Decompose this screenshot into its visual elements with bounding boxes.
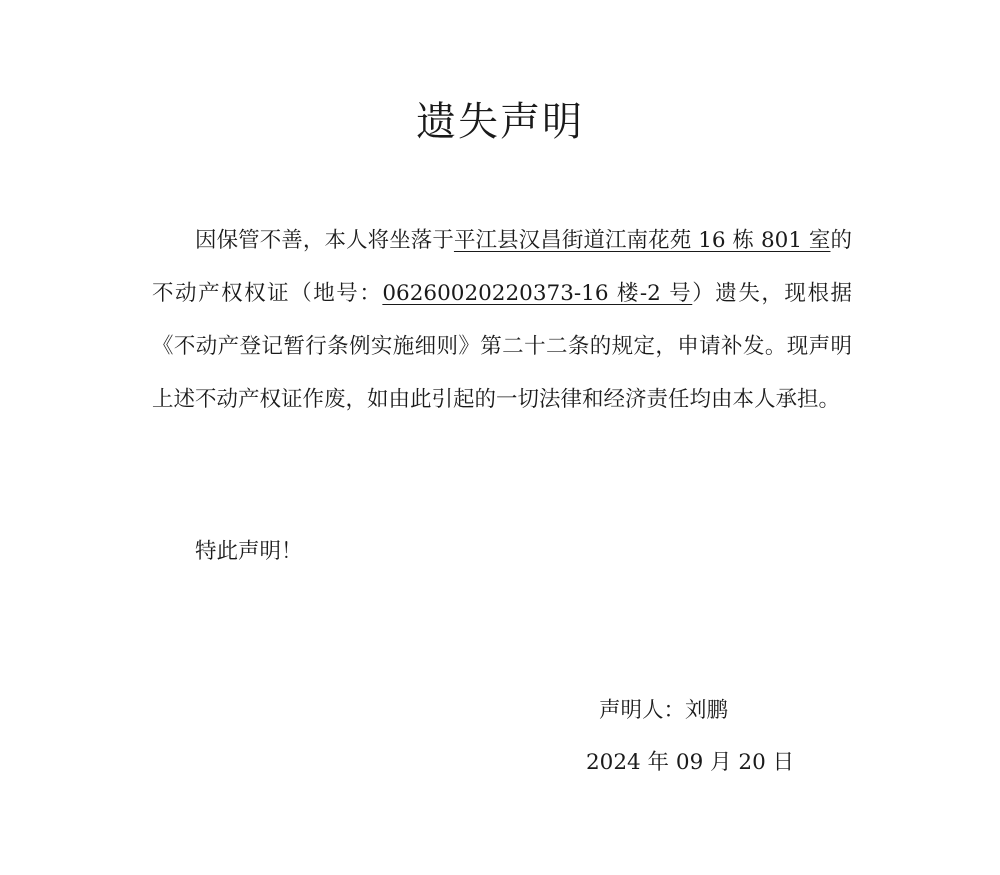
body-rest: ）遗失，现根据《不动产登记暂行条例实施细则》第二十二条的规定，申请补发。现声明上述不动产权证作废，如由此引起的一切法律和经济责任均由本人承担。 [152,281,852,412]
signer-name: 刘鹏 [685,698,729,723]
body-certificate: 的不动产权权证（地号： [152,228,852,306]
declaration-date: 2024 年 09 月 20 日 [586,750,795,775]
body-intro: 因保管不善，本人将坐落于 [195,228,454,253]
declaration-body [152,214,852,426]
closing-statement: 特此声明！ [195,539,303,564]
signer-label: 声明人： [599,698,686,723]
document-title: 遗失声明 [416,99,584,145]
signer-line [599,689,728,733]
parcel-number: 06260020220373-16 楼-2 号 [382,281,693,306]
property-address: 平江县汉昌街道江南花苑 16 栋 801 室 [453,228,831,253]
